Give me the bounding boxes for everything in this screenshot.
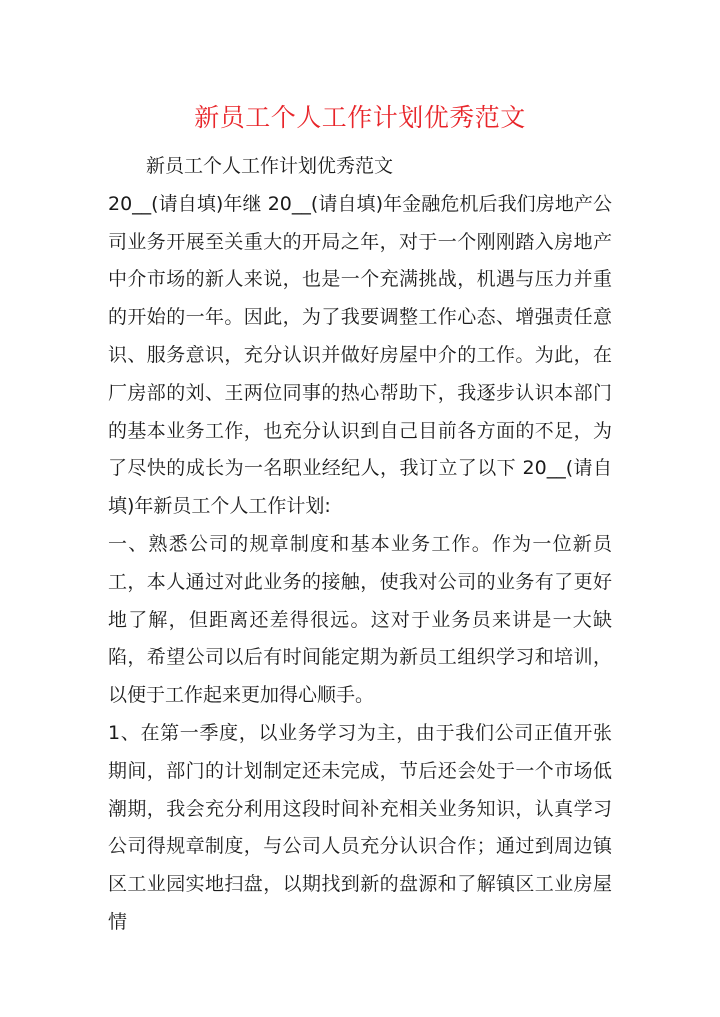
paragraph-item-one: 1、在第一季度，以业务学习为主，由于我们公司正值开张期间，部门的计划制定还未完成，节后还会处于一个市场低潮期，我会充分利用这段时间补充相关业务知识，认真学习公司得规章制度，与公司人员充分认识合作；通过到周边镇区工业园实地扫盘，以期找到新的盘源和了解镇区工业房屋情	[108, 721, 612, 933]
document-title: 新员工个人工作计划优秀范文	[194, 103, 526, 132]
document-body	[108, 148, 612, 942]
paragraph-subtitle: 新员工个人工作计划优秀范文	[146, 155, 394, 177]
paragraph-section-one: 一、熟悉公司的规章制度和基本业务工作。作为一位新员工，本人通过对此业务的接触，使我对公司的业务有了更好地了解，但距离还差得很远。这对于业务员来讲是一大缺陷，希望公司以后有时间能定期为新员工组织学习和培训，以便于工作起来更加得心顺手。	[108, 532, 612, 707]
paragraph-intro: 20__(请自填)年继 20__(请自填)年金融危机后我们房地产公司业务开展至关重大的开局之年，对于一个刚刚踏入房地产中介市场的新人来说，也是一个充满挑战，机遇与压力并重的开始的一年。因此，为了我要调整工作心态、增强责任意识、服务意识，充分认识并做好房屋中介的工作。为此，在厂房部的刘、王两位同事的热心帮助下，我逐步认识本部门的基本业务工作，也充分认识到自己目前各方面的不足，为了尽快的成长为一名职业经纪人，我订立了以下 20__(请自填)年新员工个人工作计划:	[108, 192, 612, 518]
